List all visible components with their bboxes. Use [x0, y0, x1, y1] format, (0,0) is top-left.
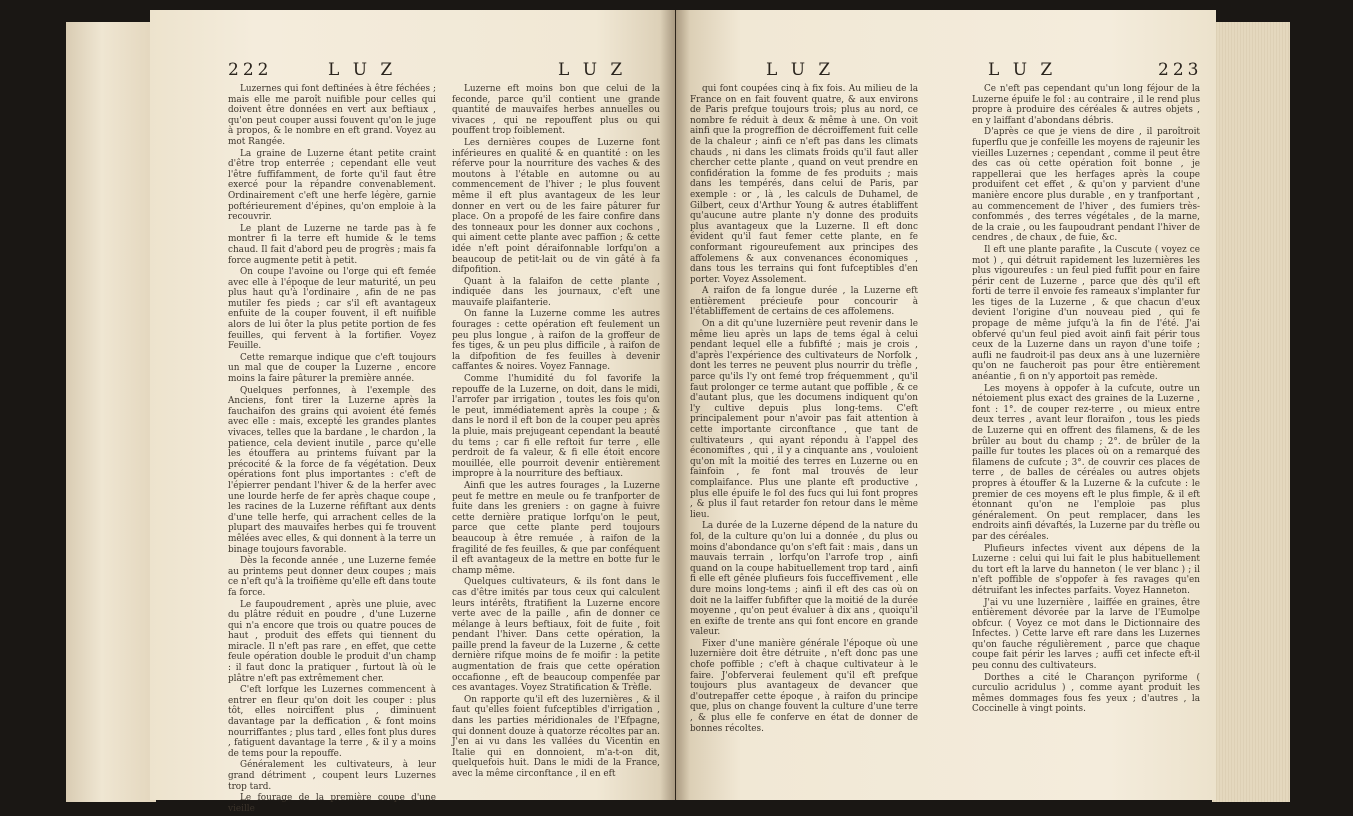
paragraph: Il eft une plante parafite , la Cuscute ( voyez ce mot ) , qui détruit rapidement les luzernières les plus vigoureufes : un feul pied fuffit pour en faire périr cent de Luzerne , parce que dès qu'il eft forti de terre il envoie fes rameaux s'implanter fur les tiges de la Luzerne , & que chacun d'eux devient l'origine d'un nouveau pied , qui fe propage de même jufqu'à la fin de l'été. J'ai obfervé qu'un feul pied avoit ainfi fait périr tous ceux de la Luzerne dans un rayon d'une toife ; aufli ne faudroit-il pas deux ans à une luzernière qu'on ne faucheroit pas pour être entièrement anéantie , fi on n'y apportoit pas remède.	[972, 244, 1200, 383]
right-running-head-2: L U Z	[988, 60, 1057, 80]
paragraph: On rapporte qu'il eft des luzernières , & il faut qu'elles foient fufceptibles d'irrigation , dans les parties méridionales de l'Efpagne, qui donnent douze à quatorze récoltes par an. J'en ai vu dans les vallées du Vicentin en Italie qui en donnoient, m'a-t-on dit, quelquefois huit. Dans le midi de la France, avec la même circonftance , il en eft	[452, 694, 660, 779]
paragraph: Luzerne eft moins bon que celui de la feconde, parce qu'il contient une grande quantité de mauvaifes herbes annuelles ou vivaces , qui ne repouffent plus ou qui pouffent trop foiblement.	[452, 84, 660, 137]
paragraph: On coupe l'avoine ou l'orge qui eft femée avec elle à l'époque de leur maturité, un peu plus haut qu'à l'ordinaire , afin de ne pas mutiler fes pieds ; car s'il eft avantageux enfuite de la couper fouvent, il eft nuifible alors de lui ôter la plus petite portion de fes feuilles, qui fervent à la fortifier. Voyez Feuille.	[228, 267, 436, 352]
paragraph: Fixer d'une manière générale l'époque où une luzernière doit être détruite , n'eft donc pas une chofe poffible ; c'eft à chaque cultivateur à le faire. J'obferverai feulement qu'il eft prefque toujours plus avantageux de devancer que d'outrepaffer cette époque , à raifon du principe que, plus on change fouvent la culture d'une terre , & plus elle fe conferve en état de donner de bonnes récoltes.	[690, 638, 918, 734]
paragraph: La graine de Luzerne étant petite craint d'être trop enterrée ; cependant elle veut l'être fuffifamment, de forte qu'il faut être exercé pour la répandre convenablement. Ordinairement c'eft une herfe légère, garnie poftérieurement d'épines, qu'on emploie à la recouvrir.	[228, 148, 436, 223]
left-page-number: 222	[228, 60, 273, 80]
paragraph: Les moyens à oppofer à la cufcute, outre un nétoiement plus exact des graines de la Luzerne , font : 1°. de couper rez-terre , ou mieux entre deux terres , avant leur floraifon , tous les pieds de Luzerne qui en offrent des filamens, & de les brûler au bout du champ ; 2°. de brûler de la paille fur toutes les places où on a remarqué des filamens de cufcute ; 3°. de couvrir ces places de terre , de balles de céréales ou autres objets propres à étouffer & la Luzerne & la cufcute : le premier de ces moyens eft le plus fimple, & il eft étonnant qu'on ne l'emploie pas plus généralement. On peut remplacer, dans les endroits ainfi dévaftés, la Luzerne par du trèfle ou par des céréales.	[972, 383, 1200, 542]
paragraph: Ainfi que les autres fourages , la Luzerne peut fe mettre en meule ou fe tranfporter de fuite dans les greniers : on gagne à fuivre cette dernière pratique lorfqu'on le peut, parce que cette plante perd toujours beaucoup à être remuée , à raifon de la fragilité de fes feuilles, & que par conféquent il eft avantageux de la mettre en botte fur le champ même.	[452, 480, 660, 576]
paragraph: Ce n'eft pas cependant qu'un long féjour de la Luzerne épuife le fol : au contraire , il le rend plus propre à produire des céréales & autres objets , en y laiffant d'abondans débris.	[972, 84, 1200, 126]
page-edges-right	[1212, 22, 1290, 802]
paragraph: A raifon de fa longue durée , la Luzerne eft entièrement précieufe pour concourir à l'établiffement de certains de ces affolemens.	[690, 286, 918, 318]
paragraph: On a dit qu'une luzernière peut revenir dans le même lieu après un laps de tems égal à celui pendant lequel elle a fubfifté ; mais je crois , d'après l'expérience des cultivateurs de Norfolk , dont les terres ne peuvent plus nourrir du trèfle , parce qu'ils l'y ont femé trop fréquemment , qu'il faut prolonger ce terme autant que poffible , & ce d'autant plus, que les documens indiquent qu'on l'y cultive depuis plus long-tems. C'eft principalement pour n'avoir pas fait attention à cette importante circonftance , que tant de cultivateurs , qui ayant répondu à l'appel des économiftes , qui , il y a cinquante ans , vouloient qu'on mît la moitié des terres en Luzerne ou en fainfoin , fe font mal trouvés de leur complaifance. Plus une plante eft productive , plus elle épuife le fol des fucs qui lui font propres , & plus il faut retarder fon retour dans le même lieu.	[690, 319, 918, 520]
paragraph: La durée de la Luzerne dépend de la nature du fol, de la culture qu'on lui a donnée , du plus ou moins d'abondance qu'on s'eft fait : mais , dans un mauvais terrain , lorfqu'on l'arrofe trop , ainfi quand on la coupe habituellement trop tard , ainfi fi elle eft gênée plufieurs fois fucceffivement , elle dure moins long-tems ; ainfi il eft des cas où on doit ne la laiffer fubfifter que la moitié de la durée moyenne , qu'on peut évaluer à dix ans , quoiqu'il en exifte de trente ans qui font encore en grande valeur.	[690, 521, 918, 638]
paragraph: Comme l'humidité du fol favorife la repouffe de la Luzerne, on doit, dans le midi, l'arrofer par irrigation , toutes les fois qu'on le peut, immédiatement après la coupe ; & dans le nord il eft bon de la couper peu après la pluie, mais prejugeant cependant la beauté du tems ; car fi elle reftoit fur terre , elle perdroit de fa valeur, & fi elle étoit encore mouillée, elle pourroit devenir entièrement impropre à la nourriture des beftiaux.	[452, 374, 660, 480]
paragraph: Luzernes qui font deftinées à être féchées ; mais elle me paroît nuifible pour celles qui doivent être données en vert aux beftiaux , qu'on peut couper aussi fouvent qu'on le juge à propos, & le nombre en eft grand. Voyez au mot Rangée.	[228, 84, 436, 147]
left-running-head-2: L U Z	[558, 60, 627, 80]
paragraph: J'ai vu une luzernière , laiffée en graines, être entièrement dévorée par la larve de l'Eumolpe obfcur. ( Voyez ce mot dans le Dictionnaire des Infectes. ) Cette larve eft rare dans les Luzernes qu'on fauche régulièrement , parce que chaque coupe fait périr les larves ; auffi cet infecte eft-il peu connu des cultivateurs.	[972, 597, 1200, 672]
paragraph: Généralement les cultivateurs, à leur grand détriment , coupent leurs Luzernes trop tard.	[228, 760, 436, 792]
page-edges-left	[66, 22, 156, 802]
left-running-head: L U Z	[328, 60, 397, 80]
paragraph: Dès la feconde année , une Luzerne femée au printems peut donner deux coupes ; mais ce n'eft qu'à la troifième qu'elle eft dans toute fa force.	[228, 556, 436, 598]
paragraph: Le plant de Luzerne ne tarde pas à fe montrer fi la terre eft humide & le tems chaud. Il fait d'abord peu de progrès ; mais fa force augmente petit à petit.	[228, 223, 436, 266]
paragraph: Plufieurs infectes vivent aux dépens de la Luzerne : celui qui lui fait le plus habituellement du tort eft la larve du hanneton ( le ver blanc ) ; il n'eft poffible de s'oppofer à fes ravages qu'en détruifant les infectes parfaits. Voyez Hanneton.	[972, 543, 1200, 596]
paragraph: D'après ce que je viens de dire , il paroîtroit fuperflu que je confeille les moyens de rajeunir les vieilles Luzernes ; cependant , comme il peut être des cas où cette opération foit bonne , je rappellerai que les herfages après la coupe produifent cet effet , & qu'on y parvient d'une manière encore plus durable , en y tranfportant , au commencement de l'hiver , des fumiers très-confommés , des terres végétales , de la marne, de la craie , ou les faupoudrant pendant l'hiver de cendres , de chaux , de fuie, &c.	[972, 127, 1200, 244]
paragraph: Cette remarque indique que c'eft toujours un mal que de couper la Luzerne , encore moins la faire pâturer la première année.	[228, 352, 436, 385]
paragraph: qui font coupées cinq à fix fois. Au milieu de la France on en fait fouvent quatre, & aux environs de Paris prefque toujours trois; plus au nord, ce nombre fe réduit à deux & même à une. On voit ainfi que la progreffion de décroiffement fuit celle de la chaleur ; ainfi ce n'eft pas dans les climats chauds , ni dans les climats froids qu'il faut aller chercher cette plante , quand on veut prendre en confidération la fomme de fes produits ; mais dans les tempérés, dans celui de Paris, par exemple : or , là , les calculs de Duhamel, de Gilbert, ceux d'Arthur Young & autres établiffent qu'aucune autre plante n'y donne des produits plus avantageux que la Luzerne. Il eft donc évident qu'il faut femer cette plante, en fe conformant rigoureufement aux principes des affolemens & aux convenances économiques , dans tous les terrains qui font fufceptibles d'en porter. Voyez Assolement.	[690, 84, 918, 285]
left-page	[150, 10, 675, 814]
paragraph: Les dernières coupes de Luzerne font inférieures en qualité & en quantité : on les réferve pour la nourriture des vaches & des moutons à l'étable en automne ou au commencement de l'hiver ; le plus fouvent même il eft plus avantageux de les leur donner en vert ou de les faire pâturer fur place. On a propofé de les faire confire dans des tonneaux pour les donner aux cochons , qui aiment cette plante avec paffion ; & cette idée n'eft point déraifonnable lorfqu'on a beaucoup de petit-lait ou de vin gâté à fa difpofition.	[452, 137, 660, 276]
right-column-2	[972, 84, 1200, 716]
paragraph: Quelques perfonnes, à l'exemple des Anciens, font tirer la Luzerne après la fauchaifon des grains qui avoient été femés avec elle : mais, excepté les grandes plantes vivaces, telles que la bardane , le chardon , la patience, cela devient inutile , parce qu'elle les étouffera au printems fuivant par la précocité & la force de fa végétation. Deux opérations font plus importantes : c'eft de l'épierrer pendant l'hiver & de la herfer avec une lourde herfe de fer après chaque coupe , les racines de la Luzerne réfiftant aux dents d'une telle herfe, qui arrachent celles de la plupart des mauvaifes herbes qui fe trouvent mêlées avec elles, & qui donnent à la terre un binage toujours favorable.	[228, 385, 436, 555]
paragraph: Le faupoudrement , après une pluie, avec du plâtre réduit en poudre , d'une Luzerne qui n'a encore que trois ou quatre pouces de haut , produit des effets qui tiennent du miracle. Il n'eft pas rare , en effet, que cette feule opération double le produit d'un champ : il faut donc la pratiquer , furtout là où le plâtre n'eft pas extrêmement cher.	[228, 599, 436, 684]
paragraph: Dorthes a cité le Charançon pyriforme ( curculio acridulus ) , comme ayant produit les mêmes dommages fous fes yeux ; d'autres , la Coccinelle à vingt points.	[972, 672, 1200, 715]
book-gutter	[660, 10, 690, 800]
right-page	[676, 10, 1216, 800]
paragraph: Quelques cultivateurs, & ils font dans le cas d'être imités par tous ceux qui calculent leurs intérêts, ftratifient la Luzerne encore verte avec de la paille , afin de donner ce mélange à leurs beftiaux, foit de fuite , foit pendant l'hiver. Dans cette opération, la paille prend la faveur de la Luzerne , & cette dernière rifque moins de fe moifir : la petite augmentation de frais que cette opération occafionne , eft de beaucoup compenfée par ces avantages. Voyez Stratification & Trèfle.	[452, 577, 660, 694]
paragraph: C'eft lorfque les Luzernes commencent à entrer en fleur qu'on doit les couper : plus tôt, elles noirciffent plus , diminuent davantage par la deffication , & font moins nourriffantes ; plus tard , elles font plus dures , fatiguent davantage la terre , & il y a moins de tems pour la repouffe.	[228, 685, 436, 759]
right-running-head: L U Z	[766, 60, 835, 80]
paragraph: Le fourage de la première coupe d'une vieille	[228, 793, 436, 814]
right-page-number: 223	[1158, 60, 1203, 80]
left-column-1	[228, 84, 436, 815]
right-column-1	[690, 84, 918, 735]
paragraph: Quant à la falaifon de cette plante , indiquée dans les journaux, c'eft une mauvaife plaifanterie.	[452, 276, 660, 308]
left-column-2	[452, 84, 660, 781]
paragraph: On fanne la Luzerne comme les autres fourages : cette opération eft feulement un peu plus longue , à raifon de la groffeur de fes tiges, & un peu plus difficile , à raifon de la difpofition de fes feuilles à devenir caffantes & noires. Voyez Fannage.	[452, 309, 660, 373]
